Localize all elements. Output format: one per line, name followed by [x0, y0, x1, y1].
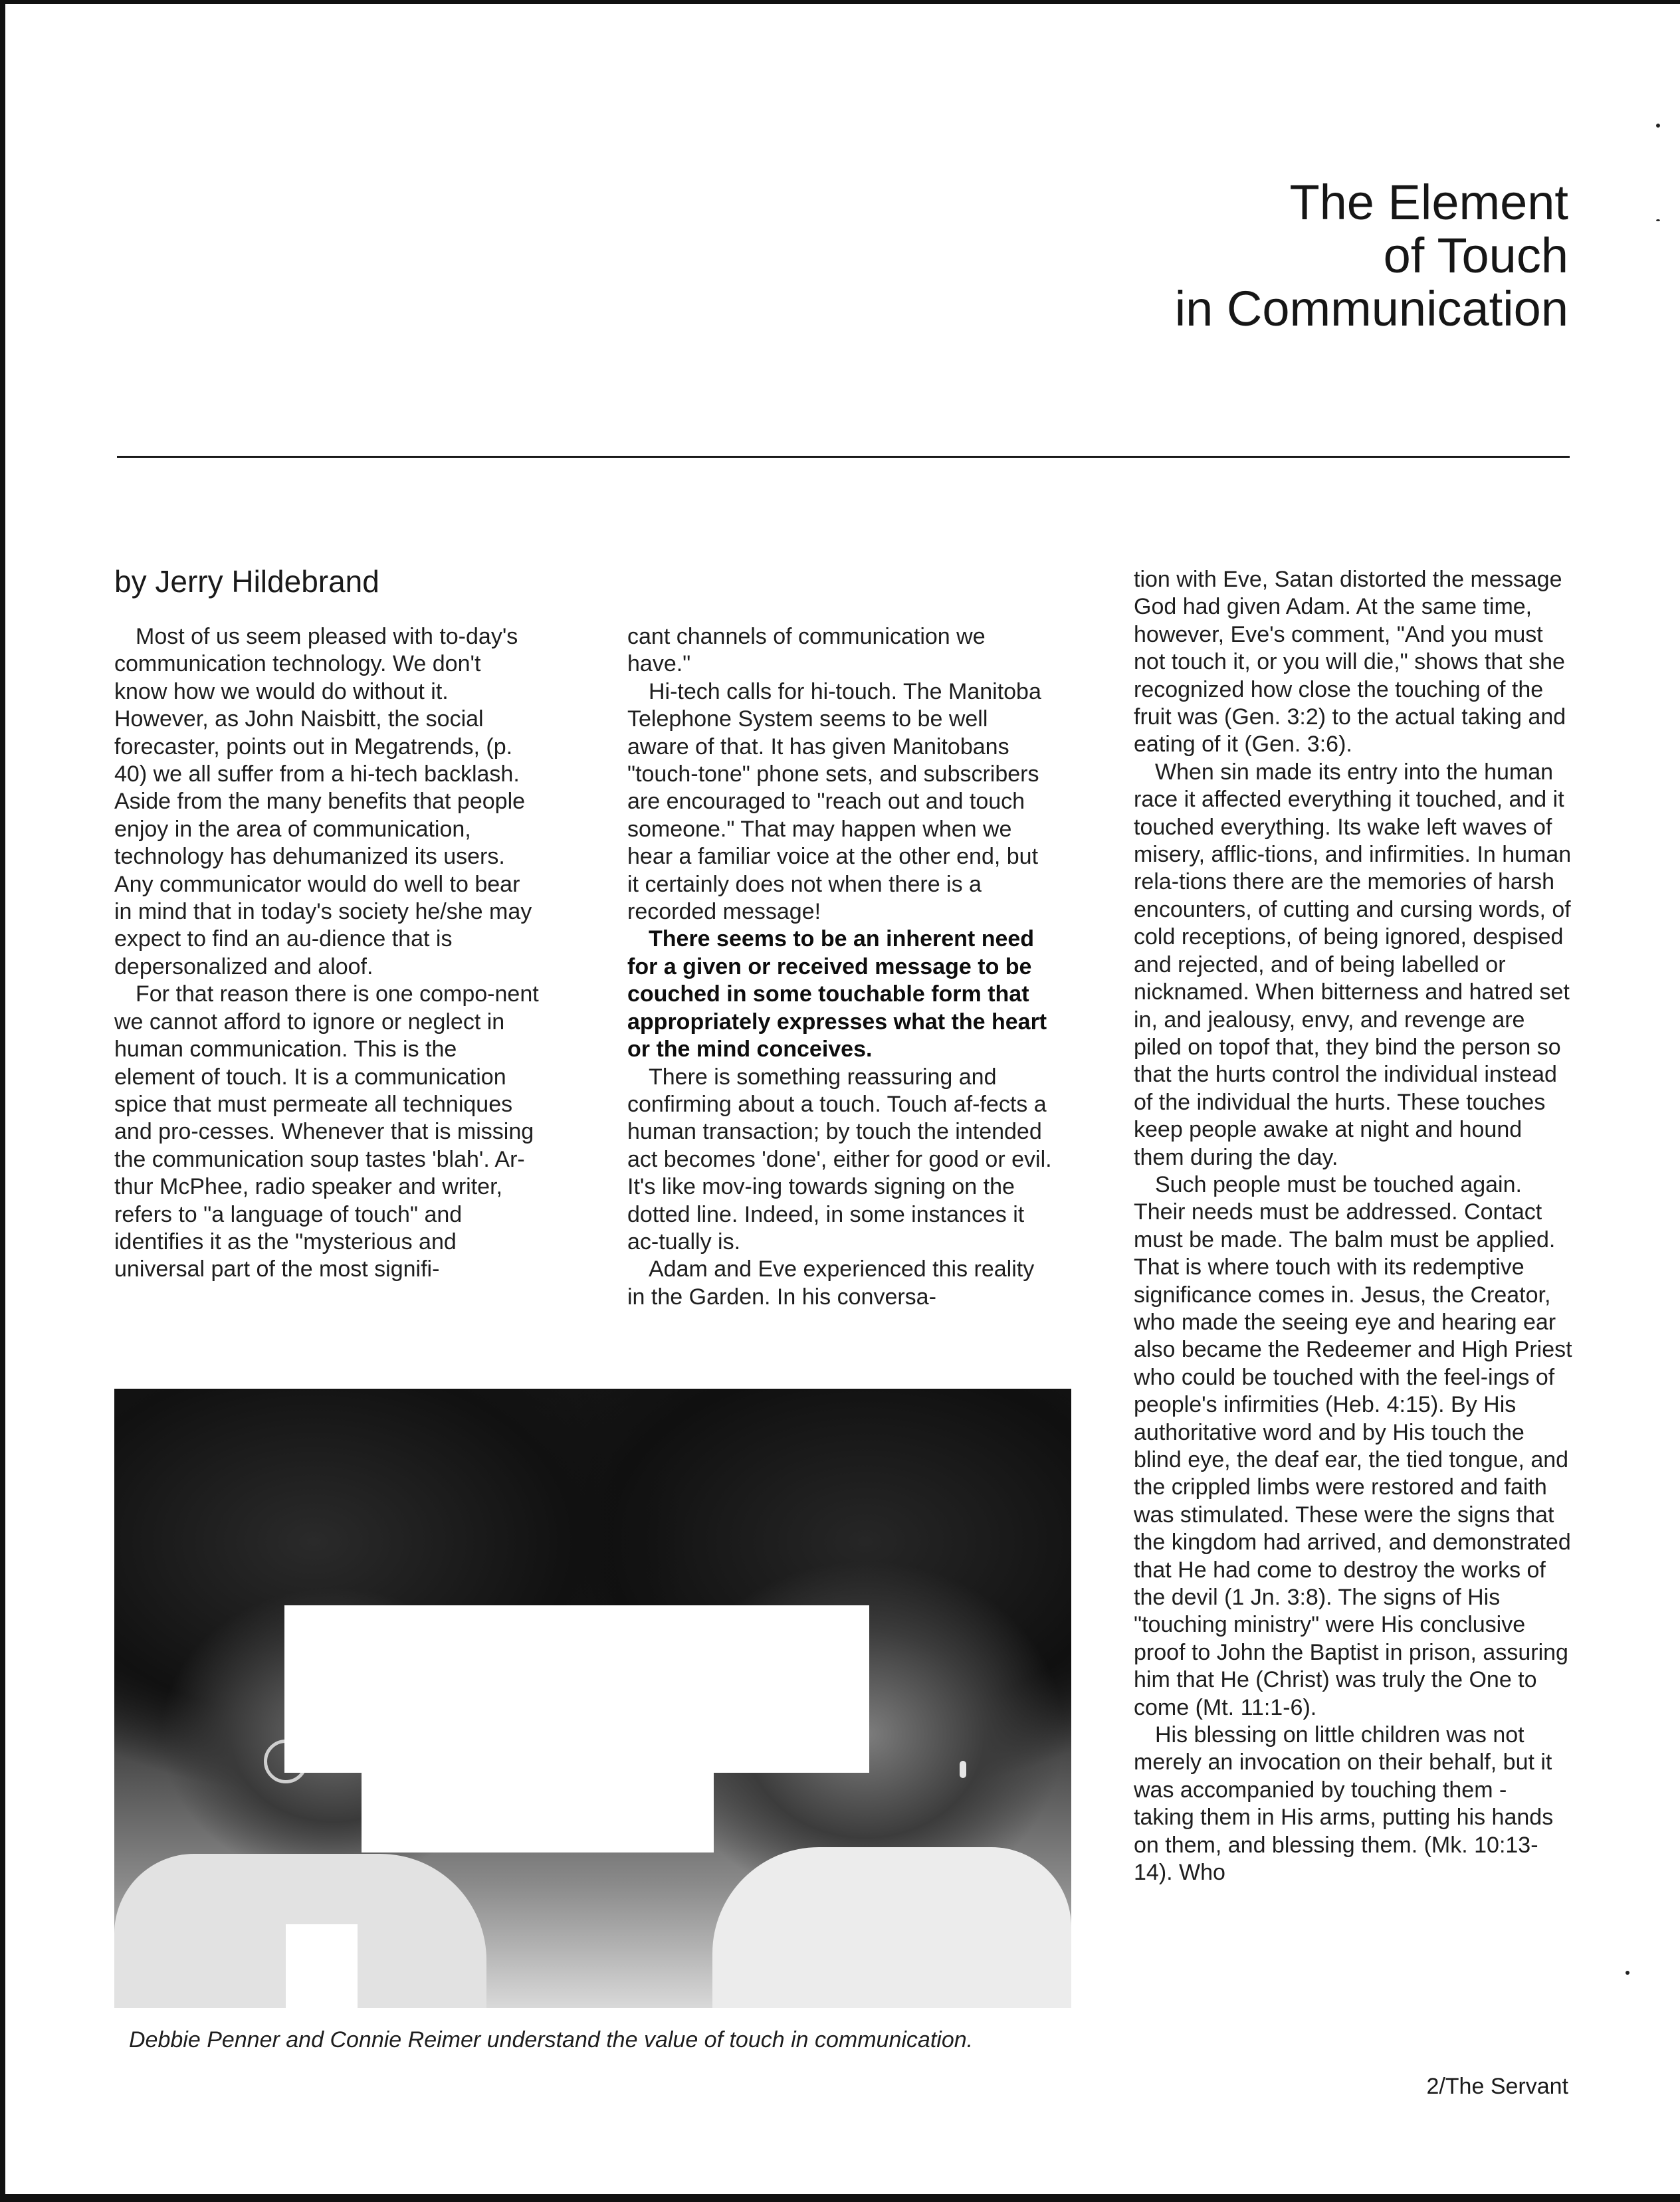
col2-paragraph-1: cant channels of communication we have."	[627, 624, 986, 677]
title-line-2: of Touch	[1383, 228, 1568, 283]
redaction-block	[284, 1605, 869, 1773]
redaction-block	[286, 1924, 358, 2008]
title-rule	[117, 456, 1570, 458]
article-photo	[114, 1389, 1071, 2008]
col3-paragraph-1: tion with Eve, Satan distorted the message God had given Adam. At the same time, however, Eve's comment, "And you must not touch it, or you will die," shows that she recognized how close the touching of the fruit was (Gen. 3:2) to the actual taking and eating of it (Gen. 3:6).	[1134, 567, 1566, 757]
column-3	[1134, 566, 1572, 1887]
article-title	[997, 176, 1568, 336]
col2-paragraph-4: Adam and Eve experienced this reality in the Garden. In his conversa-	[627, 1256, 1035, 1310]
scan-speck	[1626, 1971, 1629, 1975]
col3-paragraph-3: Such people must be touched again. Their needs must be addressed. Contact must be made. The balm must be applied. That is where touch with its redemptive significance comes in. Jesus, the Creator, who made the seeing eye and hearing ear also became the Redeemer and High Priest who could be touched with the feel-ings of people's infirmities (Heb. 4:15). By His authoritative word and by His touch the blind eye, the deaf ear, the tied tongue, and the crippled limbs were restored and faith was stimulated. These were the signs that the kingdom had arrived, and demonstrated that He had come to destroy the works of the devil (1 Jn. 3:8). The signs of His "touching ministry" were His conclusive proof to John the Baptist in prison, assuring him that He (Christ) was truly the One to come (Mt. 11:1-6).	[1134, 1171, 1572, 1720]
title-line-1: The Element	[1289, 175, 1568, 230]
col2-paragraph-2: Hi-tech calls for hi-touch. The Manitoba Telephone System seems to be well aware of that. It has given Manitobans "touch-tone" phone sets, and subscribers are encouraged to "reach out and touch someone." That may happen when we hear a familiar voice at the other end, but it certainly does not when there is a recorded message!	[627, 678, 1041, 925]
col1-paragraph-1: Most of us seem pleased with to-day's communication technology. We don't know how we would do without it. However, as John Naisbitt, the social forecaster, points out in Megatrends, (p. 40) we all suffer from a hi-tech backlash. Aside from the many benefits that people enjoy in the area of communication, technology has dehumanized its users. Any communicator would do well to bear in mind that in today's society he/she may expect to find an au-dience that is depersonalized and aloof.	[114, 624, 532, 979]
col2-pull-quote: There seems to be an inherent need for a given or received message to be couched in some touchable form that appropriately expresses what the heart or the mind conceives.	[627, 926, 1047, 1062]
scan-border-left	[0, 0, 5, 2202]
column-1	[114, 623, 540, 1284]
column-2	[627, 623, 1053, 1311]
scan-speck	[1656, 219, 1660, 221]
col2-paragraph-3: There is something reassuring and confirming about a touch. Touch af-fects a human transaction; by touch the intended act becomes 'done', either for good or evil. It's like mov-ing towards signing on the dotted line. Indeed, in some instances it ac-tually is.	[627, 1064, 1052, 1254]
scan-border-bottom	[0, 2194, 1680, 2202]
photo-caption: Debbie Penner and Connie Reimer understand the value of touch in communication.	[129, 2027, 974, 2052]
photo-earring-right	[960, 1761, 966, 1778]
page-folio: 2/The Servant	[1426, 2074, 1568, 2099]
col3-paragraph-2: When sin made its entry into the human race it affected everything it touched, and it touched everything. Its wake left waves of misery, afflic-tions, and infirmities. In human rela-tions there are the memories of harsh encounters, of cutting and cursing words, of cold receptions, of being ignored, despised and rejected, and of being labelled or nicknamed. When bitterness and hatred set in, and jealousy, envy, and revenge are piled on topof that, they bind the person so that the hurts control the individual instead of the individual the hurts. These touches keep people awake at night and hound them during the day.	[1134, 759, 1572, 1170]
photo-shoulder-right	[712, 1847, 1071, 2008]
col3-paragraph-4: His blessing on little children was not merely an invocation on their behalf, but it was accompanied by touching them - taking them in His arms, putting his hands on them, and blessing them. (Mk. 10:13-14). Who	[1134, 1722, 1554, 1886]
scan-speck	[1656, 124, 1660, 128]
col1-paragraph-2: For that reason there is one compo-nent we cannot afford to ignore or neglect in human communication. This is the element of touch. It is a communication spice that must permeate all techniques and pro-cesses. Whenever that is missing the communication soup tastes 'blah'. Ar-thur McPhee, radio speaker and writer, refers to "a language of touch" and identifies it as the "mysterious and universal part of the most signifi-	[114, 981, 539, 1282]
title-line-3: in Communication	[1174, 281, 1568, 336]
byline: by Jerry Hildebrand	[114, 564, 379, 599]
redaction-block	[362, 1773, 714, 1852]
scan-border-top	[0, 0, 1680, 4]
